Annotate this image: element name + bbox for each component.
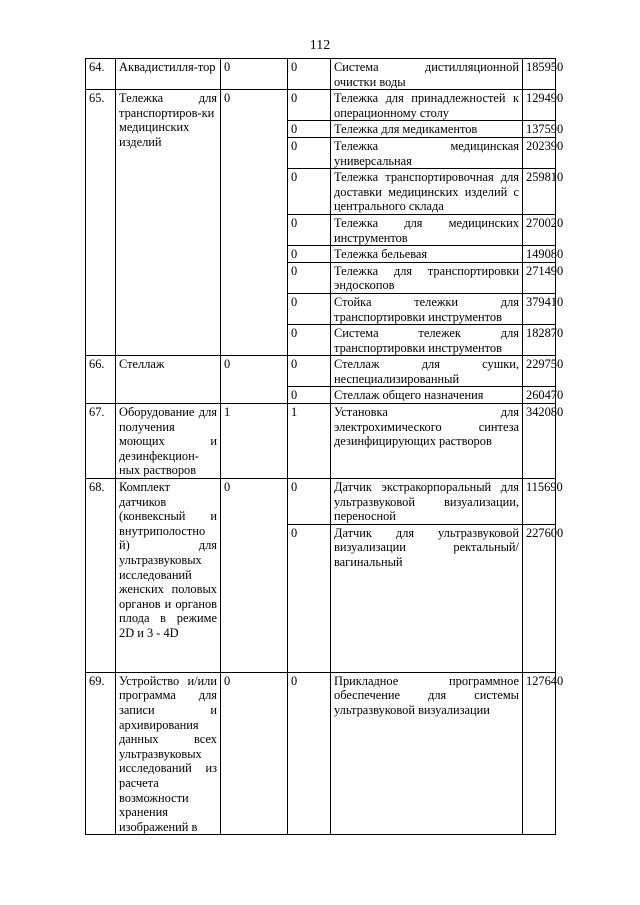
item-description: Тележка для медикаментов: [331, 121, 523, 138]
item-description: Система дистилляционной очистки воды: [331, 59, 523, 90]
equipment-name: Аквадистилля-тор: [116, 59, 221, 90]
item-description: Тележка транспортировочная для доставки медицинских изделий с центрального склада: [331, 169, 523, 215]
quantity-a: 0: [221, 479, 288, 673]
quantity-a: 0: [221, 59, 288, 90]
quantity-b: 0: [288, 672, 331, 835]
quantity-a: 1: [221, 404, 288, 479]
table-row: [86, 356, 556, 387]
equipment-name: Комплект датчиков (конвексный и внутриполостно й) для ультразвуковых исследований женских половых органов и органов плода в режиме 2D и 3 - 4D: [116, 479, 221, 673]
item-description: Тележка для медицинских инструментов: [331, 214, 523, 245]
quantity-b: 0: [288, 325, 331, 356]
item-description: Тележка для принадлежностей к операционному столу: [331, 90, 523, 121]
equipment-table: [85, 58, 564, 835]
quantity-b: 0: [288, 262, 331, 293]
quantity-b: 0: [288, 479, 331, 525]
quantity-b: 0: [288, 293, 331, 324]
item-description: Датчик для ультразвуковой визуализации ректальный/вагинальный: [331, 524, 523, 672]
item-description: Стеллаж для сушки, неспециализированный: [331, 356, 523, 387]
equipment-name: Устройство и/или программа для записи и архивирования данных всех ультразвуковых исследований из расчета возможности хранения изображений в: [116, 672, 221, 835]
quantity-b: 0: [288, 59, 331, 90]
quantity-b: 0: [288, 137, 331, 168]
item-code: 342080: [523, 404, 556, 479]
item-code: 379410: [523, 293, 556, 324]
quantity-b: 0: [288, 246, 331, 263]
row-number: 69.: [86, 672, 116, 835]
row-number: 67.: [86, 404, 116, 479]
table-row: [86, 672, 556, 835]
item-description: Тележка медицинская универсальная: [331, 137, 523, 168]
item-code: 229750: [523, 356, 556, 387]
item-code: 149080: [523, 246, 556, 263]
quantity-b: 0: [288, 524, 331, 672]
item-description: Установка для электрохимического синтеза дезинфицирующих растворов: [331, 404, 523, 479]
table-row: [86, 479, 556, 525]
quantity-b: 1: [288, 404, 331, 479]
quantity-b: 0: [288, 169, 331, 215]
item-code: 270020: [523, 214, 556, 245]
quantity-a: 0: [221, 356, 288, 404]
row-number: 68.: [86, 479, 116, 673]
item-description: Стеллаж общего назначения: [331, 387, 523, 404]
item-code: 271490: [523, 262, 556, 293]
item-code: 127640: [523, 672, 556, 835]
row-number: 65.: [86, 90, 116, 356]
item-code: 227600: [523, 524, 556, 672]
equipment-name: Оборудование для получения моющих и дезинфекцион-ных растворов: [116, 404, 221, 479]
quantity-b: 0: [288, 214, 331, 245]
quantity-b: 0: [288, 387, 331, 404]
item-code: 182870: [523, 325, 556, 356]
item-description: Система тележек для транспортировки инструментов: [331, 325, 523, 356]
item-code: 185950: [523, 59, 556, 90]
quantity-b: 0: [288, 90, 331, 121]
equipment-name: Тележка для транспортиров-ки медицинских изделий: [116, 90, 221, 356]
item-code: 129490: [523, 90, 556, 121]
table-row: [86, 404, 556, 479]
quantity-a: 0: [221, 672, 288, 835]
item-code: 259810: [523, 169, 556, 215]
row-number: 66.: [86, 356, 116, 404]
table-row: [86, 90, 556, 121]
item-code: 260470: [523, 387, 556, 404]
item-code: 202390: [523, 137, 556, 168]
equipment-name: Стеллаж: [116, 356, 221, 404]
table-row: [86, 59, 556, 90]
quantity-a: 0: [221, 90, 288, 356]
item-description: Тележка для транспортировки эндоскопов: [331, 262, 523, 293]
quantity-b: 0: [288, 356, 331, 387]
item-description: Прикладное программное обеспечение для системы ультразвуковой визуализации: [331, 672, 523, 835]
row-number: 64.: [86, 59, 116, 90]
quantity-b: 0: [288, 121, 331, 138]
item-code: 137590: [523, 121, 556, 138]
item-description: Тележка бельевая: [331, 246, 523, 263]
page-number: 112: [309, 38, 331, 53]
item-description: Датчик экстракорпоральный для ультразвуковой визуализации, переносной: [331, 479, 523, 525]
item-description: Стойка тележки для транспортировки инструментов: [331, 293, 523, 324]
item-code: 115690: [523, 479, 556, 525]
